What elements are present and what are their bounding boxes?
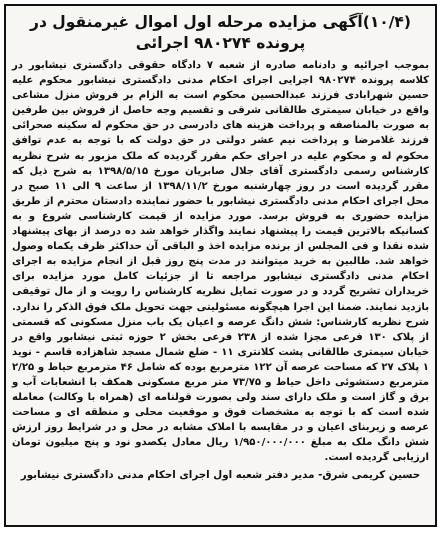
notice-body: بموجب اجرائیه و دادنامه صادره از شعبه ۷ دادگاه حقوقی دادگستری نیشابور در کلاسه پرونده ۹۸۰۲۷۴ اجرایی اجرای احکام مدنی دادگستری نیشابور محکوم علیه حسین شهرابادی فرزند عبدالحسین محکوم است به الزام بر فروش منزل مشاعی واقع در خیابان سیمتری طالقانی شرقی و تقسیم وجه حاصل از فروش بین طرفین به صورت بالمناصفه و پرداخت هزینه های دادرسی در حق محکوم له سکینه صحرائی فرزند غلامرضا و پرداخت نیم عشر دولتی در حق دولت که با توجه به عدم توافق محکوم له و محکوم علیه در اجرای حکم مقرر گردیده که ملک مزبور به شرح نظریه کارشناس رسمی دادگستری آقای جلال صابریان مورخ ۱۳۹۸/۵/۱۵ به شرح ذیل که مقرر گردیده است در روز چهارشنبه مورخ ۱۳۹۸/۱۱/۲ از ساعت ۹ الی ۱۱ صبح در محل اجرای احکام مدنی دادگستری نیشابور با حضور نماینده دادستان محترم از طریق مزایده حضوری به فروش برسد. مورد مزایده از قیمت کارشناسی شروع و به کسانیکه بالاترین قیمت را پیشنهاد نمایند واگذار خواهد شد ده درصد از بهای پیشنهاد شده نقدا و فی المجلس از برنده مزایده اخذ و الباقی آن حداکثر ظرف یکماه وصول خواهد شد. طالبین به خرید میتوانند در مدت پنج روز قبل از انجام مزایده به اجرای احکام مدنی دادگستری نیشابور مراجعه تا از جزئیات کامل مورد مزایده برای خریداران تشریح گردد و در صورت تمایل نظریه کارشناس را رویت و از مال توقیفی بازدید نمایند. ضمنا این اجرا هیچگونه مسئولیتی جهت تحویل ملک فوق الذکر را ندارد. شرح نظریه کارشناس: شش دانگ عرصه و اعیان یک باب منزل مسکونی که قسمتی از پلاک ۱۳۰ فرعی مجزا شده از ۲۳۸ فرعی بخش ۲ حوزه ثبتی نیشابور واقع در خیابان سیمتری طالقانی پشت کلانتری ۱۱ - ضلع شمال مسجد شاهزاده قاسم - نوید ۱ پلاک ۲۷ که مساحت عرصه آن ۱۲۲ مترمربع بوده که شامل ۴۶ مترمربع حیاط و ۲/۲۵ مترمربع دستشوئی داخل حیاط و ۷۳/۷۵ متر مربع مسکونی همکف با انشعابات آب و برق و گاز است و ملک دارای سند ولی بصورت قولنامه ای (همراه با وکالت) معامله شده است که با توجه به مشخصات فوق و موقعیت محلی و منطقه ای و مساحت عرصه و زیربنای اعیان و در مقایسه با املاک مشابه در محل و در شرایط روز ارزش شش دانگ ملک به مبلغ ۱/۹۵۰/۰۰۰/۰۰۰ ریال معادل یکصدو نود و پنج میلیون تومان ارزیابی گردیده است. (12, 60, 430, 464)
legal-notice (4, 4, 437, 527)
notice-signature: حسین کریمی شرق- مدیر دفتر شعبه اول اجرای احکام مدنی دادگستری نیشابور (20, 468, 421, 481)
notice-title: (۱۰/۴)آگهی مزایده مرحله اول اموال غیرمنقول در پرونده ۹۸۰۲۷۴ اجرائی (30, 13, 411, 52)
